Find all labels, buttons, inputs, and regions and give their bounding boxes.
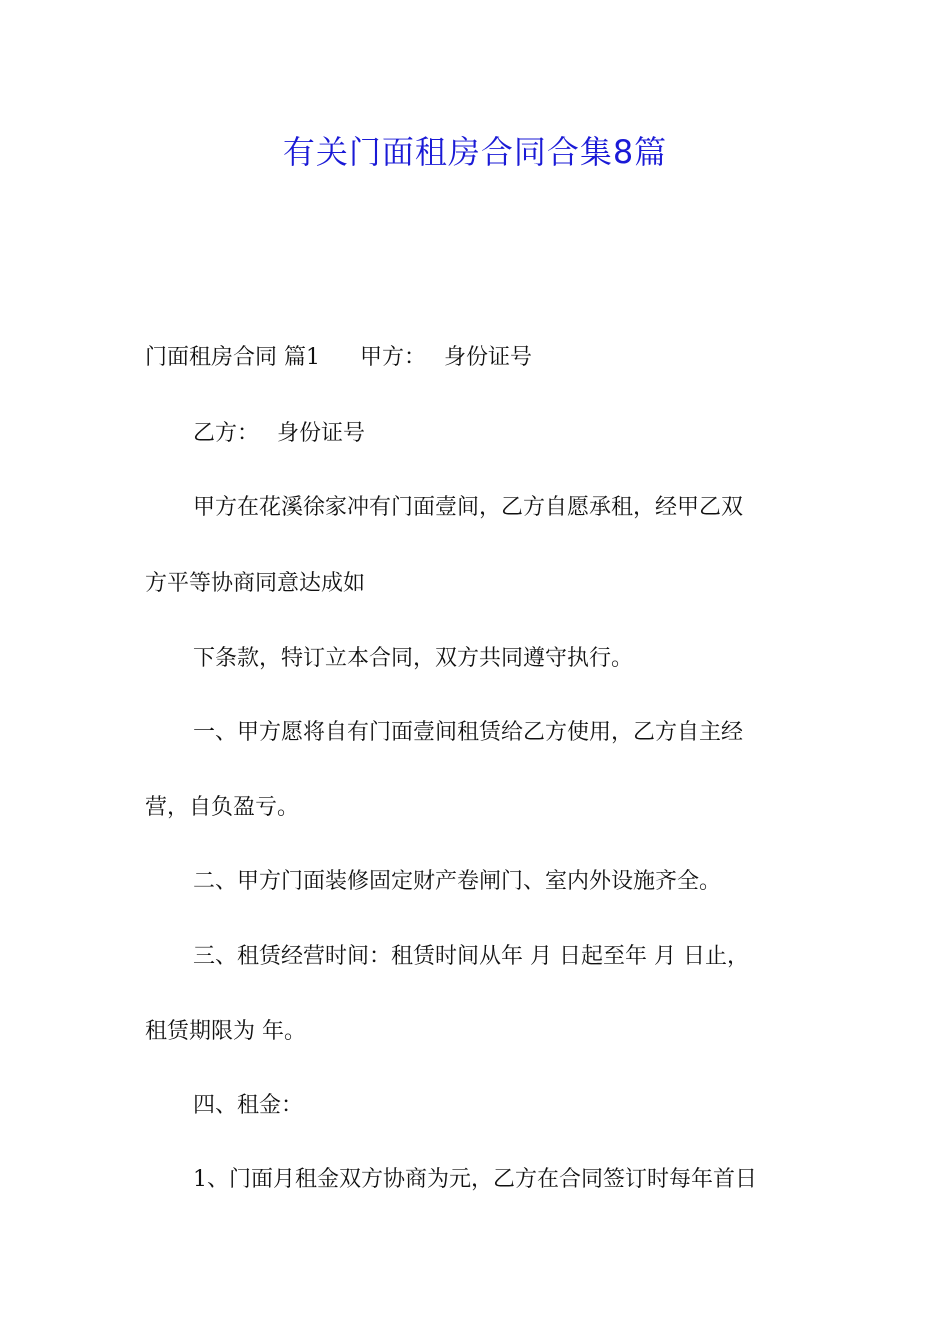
paragraph-line: 租赁期限为 年。 xyxy=(145,1019,306,1044)
paragraph-line: 二、甲方门面装修固定财产卷闸门、室内外设施齐全。 xyxy=(193,869,722,894)
paragraph-line: 三、租赁经营时间：租赁时间从年 月 日起至年 月 日止， xyxy=(193,944,749,969)
document-title: 有关门面租房合同合集8篇 xyxy=(282,133,668,171)
paragraph-line: 甲方在花溪徐家冲有门面壹间，乙方自愿承租，经甲乙双 xyxy=(193,495,744,520)
paragraph-line: 一、甲方愿将自有门面壹间租赁给乙方使用，乙方自主经 xyxy=(193,720,744,745)
contract-header-line xyxy=(145,342,532,374)
paragraph-line: 营，自负盈亏。 xyxy=(145,795,300,820)
party-a-id-label: 身份证号 xyxy=(444,345,533,370)
party-a-label: 甲方： xyxy=(360,345,427,370)
paragraph-line: 方平等协商同意达成如 xyxy=(145,571,366,596)
paragraph-line: 1、门面月租金双方协商为元，乙方在合同签订时每年首日 xyxy=(193,1167,757,1192)
party-b-id-label: 身份证号 xyxy=(277,421,366,446)
party-b-line xyxy=(193,418,365,450)
party-b-label: 乙方： xyxy=(193,421,260,446)
paragraph-line: 下条款，特订立本合同，双方共同遵守执行。 xyxy=(193,646,634,671)
paragraph-line: 四、租金： xyxy=(193,1093,304,1118)
contract-heading: 门面租房合同 篇1 xyxy=(145,345,320,370)
